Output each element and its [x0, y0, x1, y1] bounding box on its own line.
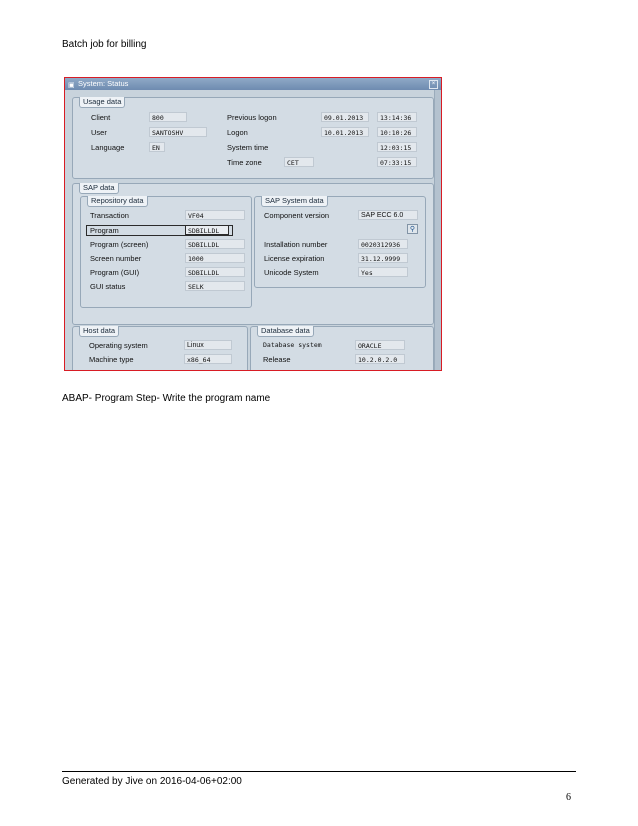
license-expiration-field[interactable]: 31.12.9999	[358, 253, 408, 263]
time-zone-field[interactable]: CET	[284, 157, 314, 167]
database-data-group	[250, 326, 434, 371]
transaction-field[interactable]: VF04	[185, 210, 245, 220]
database-system-label: Database system	[263, 341, 322, 349]
repository-data-title: Repository data	[87, 196, 148, 207]
host-data-group	[72, 326, 248, 371]
unicode-system-label: Unicode System	[264, 268, 319, 277]
screen-number-field[interactable]: 1000	[185, 253, 245, 263]
machine-type-label: Machine type	[89, 355, 134, 364]
footer-divider	[62, 771, 576, 772]
time-zone-time-field[interactable]: 07:33:15	[377, 157, 417, 167]
sap-window-title: System: Status	[78, 79, 129, 88]
time-zone-label: Time zone	[227, 158, 262, 167]
sap-window-body	[65, 90, 441, 370]
footer-text: Generated by Jive on 2016-04-06+02:00	[62, 776, 242, 787]
program-gui-field[interactable]: SDBILLDL	[185, 267, 245, 277]
machine-type-field[interactable]: x86_64	[184, 354, 232, 364]
gui-status-field[interactable]: SELK	[185, 281, 245, 291]
usage-data-title: Usage data	[79, 97, 125, 108]
screen-number-label: Screen number	[90, 254, 142, 263]
close-icon[interactable]: ×	[429, 80, 438, 89]
component-version-label: Component version	[264, 211, 330, 220]
sap-data-group	[72, 183, 434, 325]
host-data-title: Host data	[79, 326, 119, 337]
previous-logon-date-field[interactable]: 09.01.2013	[321, 112, 369, 122]
program-label[interactable]: Program	[86, 225, 233, 236]
user-label: User	[91, 128, 107, 137]
program-field[interactable]: SDBILLDL	[185, 225, 229, 235]
license-expiration-label: License expiration	[264, 254, 325, 263]
program-screen-field[interactable]: SDBILLDL	[185, 239, 245, 249]
logon-time-field[interactable]: 10:10:26	[377, 127, 417, 137]
release-field[interactable]: 10.2.0.2.0	[355, 354, 405, 364]
component-version-field[interactable]: SAP ECC 6.0	[358, 210, 418, 220]
previous-logon-time-field[interactable]: 13:14:36	[377, 112, 417, 122]
sap-window-titlebar	[65, 78, 441, 90]
logon-date-field[interactable]: 10.01.2013	[321, 127, 369, 137]
gui-status-label: GUI status	[90, 282, 126, 291]
client-field[interactable]: 800	[149, 112, 187, 122]
release-label: Release	[263, 355, 291, 364]
language-field[interactable]: EN	[149, 142, 165, 152]
sap-system-data-group	[254, 196, 426, 288]
system-time-field[interactable]: 12:03:15	[377, 142, 417, 152]
sap-status-screenshot	[64, 77, 442, 371]
logon-label: Logon	[227, 128, 248, 137]
database-data-title: Database data	[257, 326, 314, 337]
installation-number-label: Installation number	[264, 240, 328, 249]
previous-logon-label: Previous logon	[227, 113, 277, 122]
vertical-scrollbar[interactable]	[434, 90, 441, 370]
sap-data-title: SAP data	[79, 183, 119, 194]
database-system-field[interactable]: ORACLE	[355, 340, 405, 350]
client-label: Client	[91, 113, 111, 122]
repository-data-group	[80, 196, 252, 308]
document-heading: Batch job for billing	[62, 39, 147, 50]
window-icon: ▣	[68, 82, 75, 89]
transaction-label: Transaction	[90, 211, 129, 220]
installation-number-field[interactable]: 0020312936	[358, 239, 408, 249]
program-gui-label: Program (GUI)	[90, 268, 140, 277]
system-time-label: System time	[227, 143, 269, 152]
program-screen-label: Program (screen)	[90, 240, 149, 249]
language-label: Language	[91, 143, 125, 152]
unicode-system-field[interactable]: Yes	[358, 267, 408, 277]
page-number: 6	[566, 792, 571, 803]
operating-system-label: Operating system	[89, 341, 148, 350]
sap-system-data-title: SAP System data	[261, 196, 328, 207]
magnifier-icon[interactable]: ⚲	[407, 224, 418, 234]
document-caption: ABAP- Program Step- Write the program name	[62, 393, 271, 404]
operating-system-field[interactable]: Linux	[184, 340, 232, 350]
user-field[interactable]: SANTOSHV	[149, 127, 207, 137]
usage-data-group	[72, 97, 434, 179]
